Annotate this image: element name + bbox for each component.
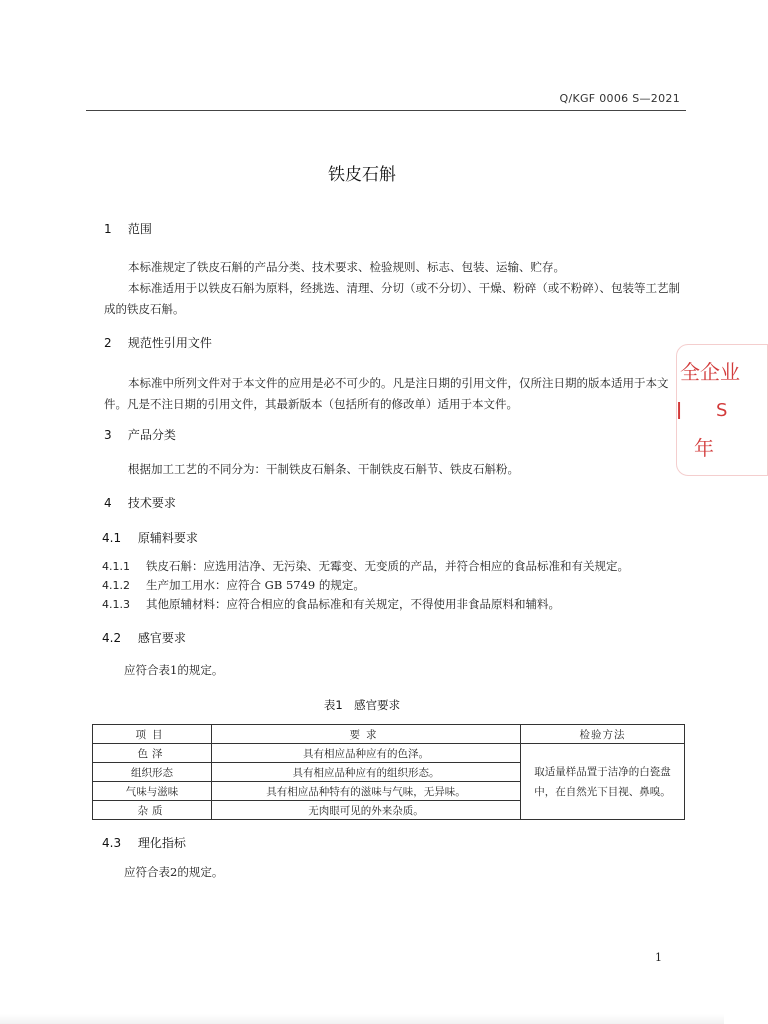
section-number: 4.2 <box>102 631 122 645</box>
section-4-heading <box>104 494 176 511</box>
section-title: 原辅料要求 <box>137 531 198 545</box>
section-3-heading <box>104 426 176 443</box>
section-3-paragraph-1: 根据加工工艺的不同分为：干制铁皮石斛条、干制铁皮石斛节、铁皮石斛粉。 <box>128 462 519 476</box>
section-number: 2 <box>104 336 112 350</box>
table-cell-item: 组织形态 <box>93 763 212 782</box>
section-title: 技术要求 <box>127 496 176 510</box>
table-cell-item: 色泽 <box>93 744 212 763</box>
section-4-3-paragraph: 应符合表2的规定。 <box>124 865 224 879</box>
table-cell-requirement: 无肉眼可见的外来杂质。 <box>212 801 521 820</box>
header-rule <box>86 110 686 111</box>
seal-text-1: 全企业 <box>680 360 740 384</box>
section-number: 4 <box>104 496 112 510</box>
section-4-2-heading <box>102 629 186 646</box>
table-cell-method: 取适量样品置于洁净的白瓷盘中，在自然光下目视、鼻嗅。 <box>521 744 685 820</box>
document-code: Q/KGF 0006 S—2021 <box>559 92 680 105</box>
table-cell-requirement: 具有相应品种应有的色泽。 <box>212 744 521 763</box>
table-cell-requirement: 具有相应品种应有的组织形态。 <box>212 763 521 782</box>
section-2-heading <box>104 334 212 351</box>
clause-number: 4.1.2 <box>102 579 130 592</box>
clause-4-1-3 <box>102 596 692 612</box>
clause-4-1-1 <box>102 558 692 574</box>
table-header-row <box>93 725 685 744</box>
section-title: 感官要求 <box>137 631 186 645</box>
table-header-method: 检验方法 <box>521 725 685 744</box>
clause-number: 4.1.3 <box>102 598 130 611</box>
seal-text-2: l <box>676 400 683 425</box>
sensory-requirements-table <box>92 724 685 820</box>
section-1-paragraph-2: 本标准适用于以铁皮石斛为原料，经挑选、清理、分切（或不分切）、干燥、粉碎（或不粉碎）、包装等工艺制成的铁皮石斛。 <box>104 281 680 316</box>
table-header-requirement: 要求 <box>212 725 521 744</box>
section-title: 规范性引用文件 <box>127 336 212 350</box>
table-cell-item: 杂质 <box>93 801 212 820</box>
section-4-3-heading <box>102 834 186 851</box>
table-header-item: 项目 <box>93 725 212 744</box>
section-1-paragraph-1: 本标准规定了铁皮石斛的产品分类、技术要求、检验规则、标志、包装、运输、贮存。 <box>128 260 565 274</box>
table-1-caption: 表1 感官要求 <box>323 698 401 712</box>
scan-edge <box>0 1014 724 1024</box>
clause-text: 其他原辅材料：应符合相应的食品标准和有关规定，不得使用非食品原料和辅料。 <box>146 597 560 611</box>
section-title: 理化指标 <box>137 836 186 850</box>
red-seal-stamp <box>676 344 740 474</box>
section-number: 4.1 <box>102 531 122 545</box>
seal-text-3: S <box>716 400 728 421</box>
clause-number: 4.1.1 <box>102 560 130 573</box>
clause-text: 铁皮石斛：应选用洁净、无污染、无霉变、无变质的产品，并符合相应的食品标准和有关规定。 <box>146 559 629 573</box>
section-2-paragraph-1: 本标准中所列文件对于本文件的应用是必不可少的。凡是注日期的引用文件，仅所注日期的版本适用于本文件。凡是不注日期的引用文件，其最新版本（包括所有的修改单）适用于本文件。 <box>104 376 669 411</box>
section-number: 3 <box>104 428 112 442</box>
table-cell-requirement: 具有相应品种特有的滋味与气味，无异味。 <box>212 782 521 801</box>
table-cell-item: 气味与滋味 <box>93 782 212 801</box>
clause-4-1-2 <box>102 577 692 593</box>
section-number: 1 <box>104 222 112 236</box>
clause-text: 生产加工用水：应符合 GB 5749 的规定。 <box>146 578 365 592</box>
section-title: 产品分类 <box>127 428 176 442</box>
table-row <box>93 744 685 763</box>
section-4-1-heading <box>102 529 198 546</box>
section-number: 4.3 <box>102 836 122 850</box>
section-title: 范围 <box>127 222 152 236</box>
page-number: 1 <box>655 951 662 964</box>
seal-text-4: 年 <box>694 436 714 460</box>
section-4-2-paragraph: 应符合表1的规定。 <box>124 663 224 677</box>
document-title: 铁皮石斛 <box>328 165 396 185</box>
section-1-heading <box>104 220 152 237</box>
